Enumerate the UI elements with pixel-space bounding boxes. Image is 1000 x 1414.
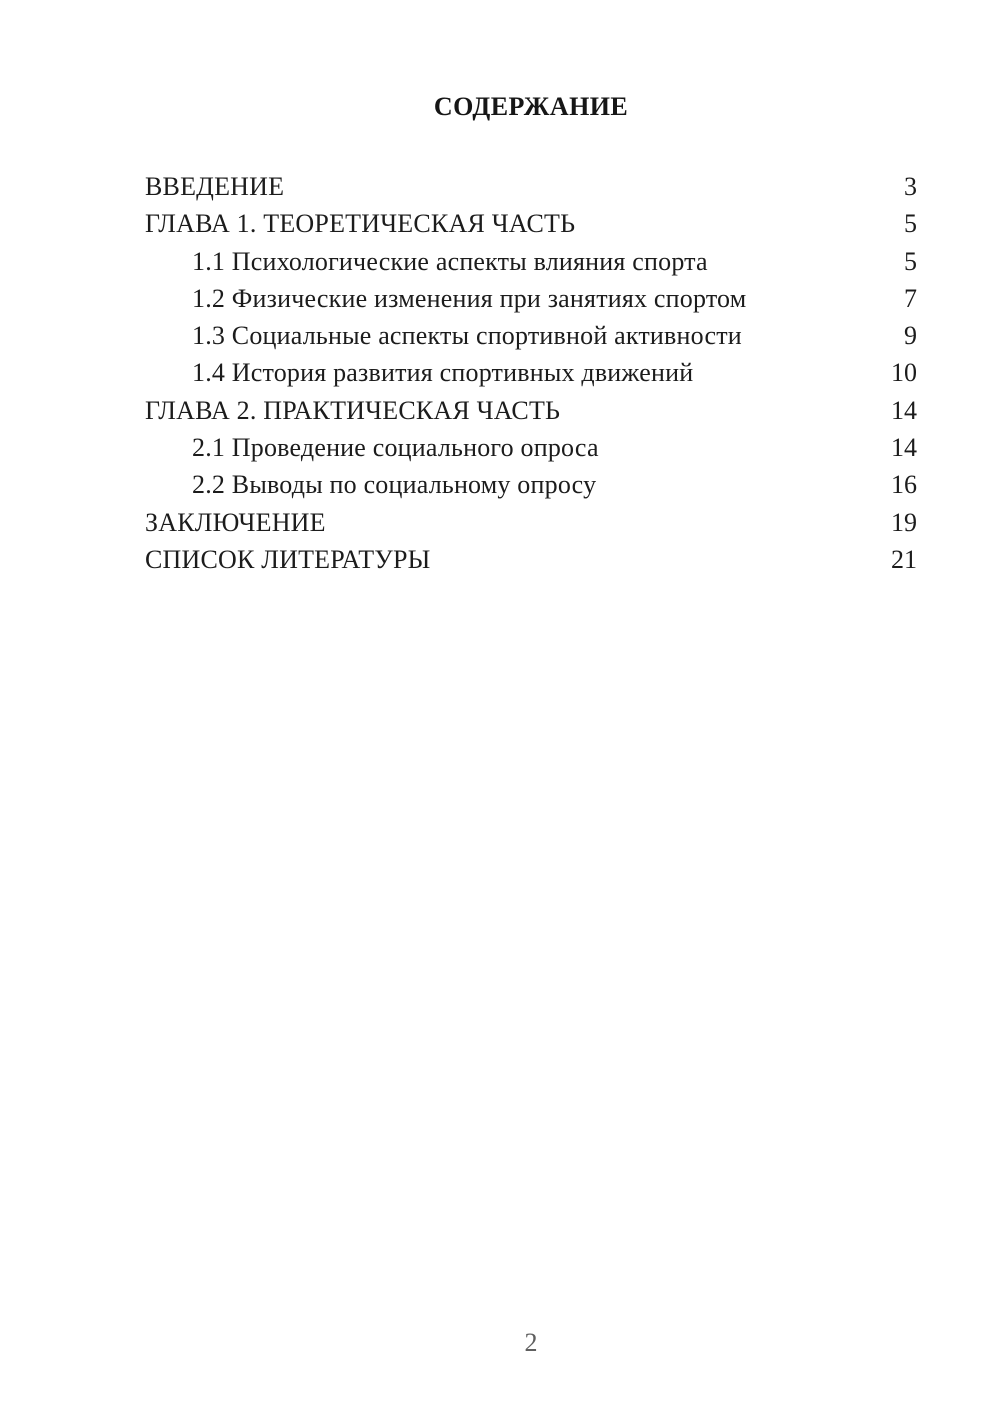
toc-entry (145, 354, 917, 391)
toc-entry-page-number: 5 (904, 209, 917, 239)
toc-entry-label: 1.4 История развития спортивных движений (192, 358, 694, 388)
toc-entry (145, 205, 917, 242)
toc-entry-label: 1.2 Физические изменения при занятиях спортом (192, 283, 747, 313)
toc-entry-label: 2.1 Проведение социального опроса (192, 433, 599, 463)
toc-entry-page-number: 3 (904, 172, 917, 201)
toc-entry (145, 243, 917, 280)
page-title: СОДЕРЖАНИЕ (433, 92, 629, 121)
toc-entry-page-number: 10 (891, 358, 917, 388)
toc-entry-page-number: 19 (891, 507, 917, 537)
toc-entry-label: 1.3 Социальные аспекты спортивной активности (192, 321, 742, 351)
toc-entry (145, 429, 917, 466)
toc-entry-page-number: 16 (891, 470, 917, 500)
toc-entry (145, 504, 917, 541)
page-number: 2 (524, 1328, 538, 1357)
toc-entry-label: ГЛАВА 1. ТЕОРЕТИЧЕСКАЯ ЧАСТЬ (145, 209, 576, 239)
toc-entry (145, 280, 917, 317)
toc-entry-label: 2.2 Выводы по социальному опросу (192, 470, 597, 500)
table-of-contents (145, 168, 917, 578)
toc-entry (145, 466, 917, 503)
toc-entry (145, 392, 917, 429)
toc-entry-label: ВВЕДЕНИЕ (145, 172, 285, 201)
toc-entry-page-number: 14 (891, 395, 917, 425)
toc-entry (145, 317, 917, 354)
toc-entry-label: ЗАКЛЮЧЕНИЕ (145, 507, 326, 537)
toc-entry (145, 541, 917, 578)
toc-entry-label: 1.1 Психологические аспекты влияния спорта (192, 246, 708, 276)
toc-entry-page-number: 5 (904, 246, 917, 276)
toc-entry-page-number: 21 (891, 544, 917, 574)
toc-entry-page-number: 7 (904, 283, 917, 313)
toc-entry-page-number: 9 (904, 321, 917, 351)
page-number-footer (145, 1324, 917, 1361)
toc-entry-label: ГЛАВА 2. ПРАКТИЧЕСКАЯ ЧАСТЬ (145, 395, 561, 425)
toc-entry (145, 168, 917, 205)
toc-entry-label: СПИСОК ЛИТЕРАТУРЫ (145, 544, 431, 574)
toc-entry-page-number: 14 (891, 433, 917, 463)
